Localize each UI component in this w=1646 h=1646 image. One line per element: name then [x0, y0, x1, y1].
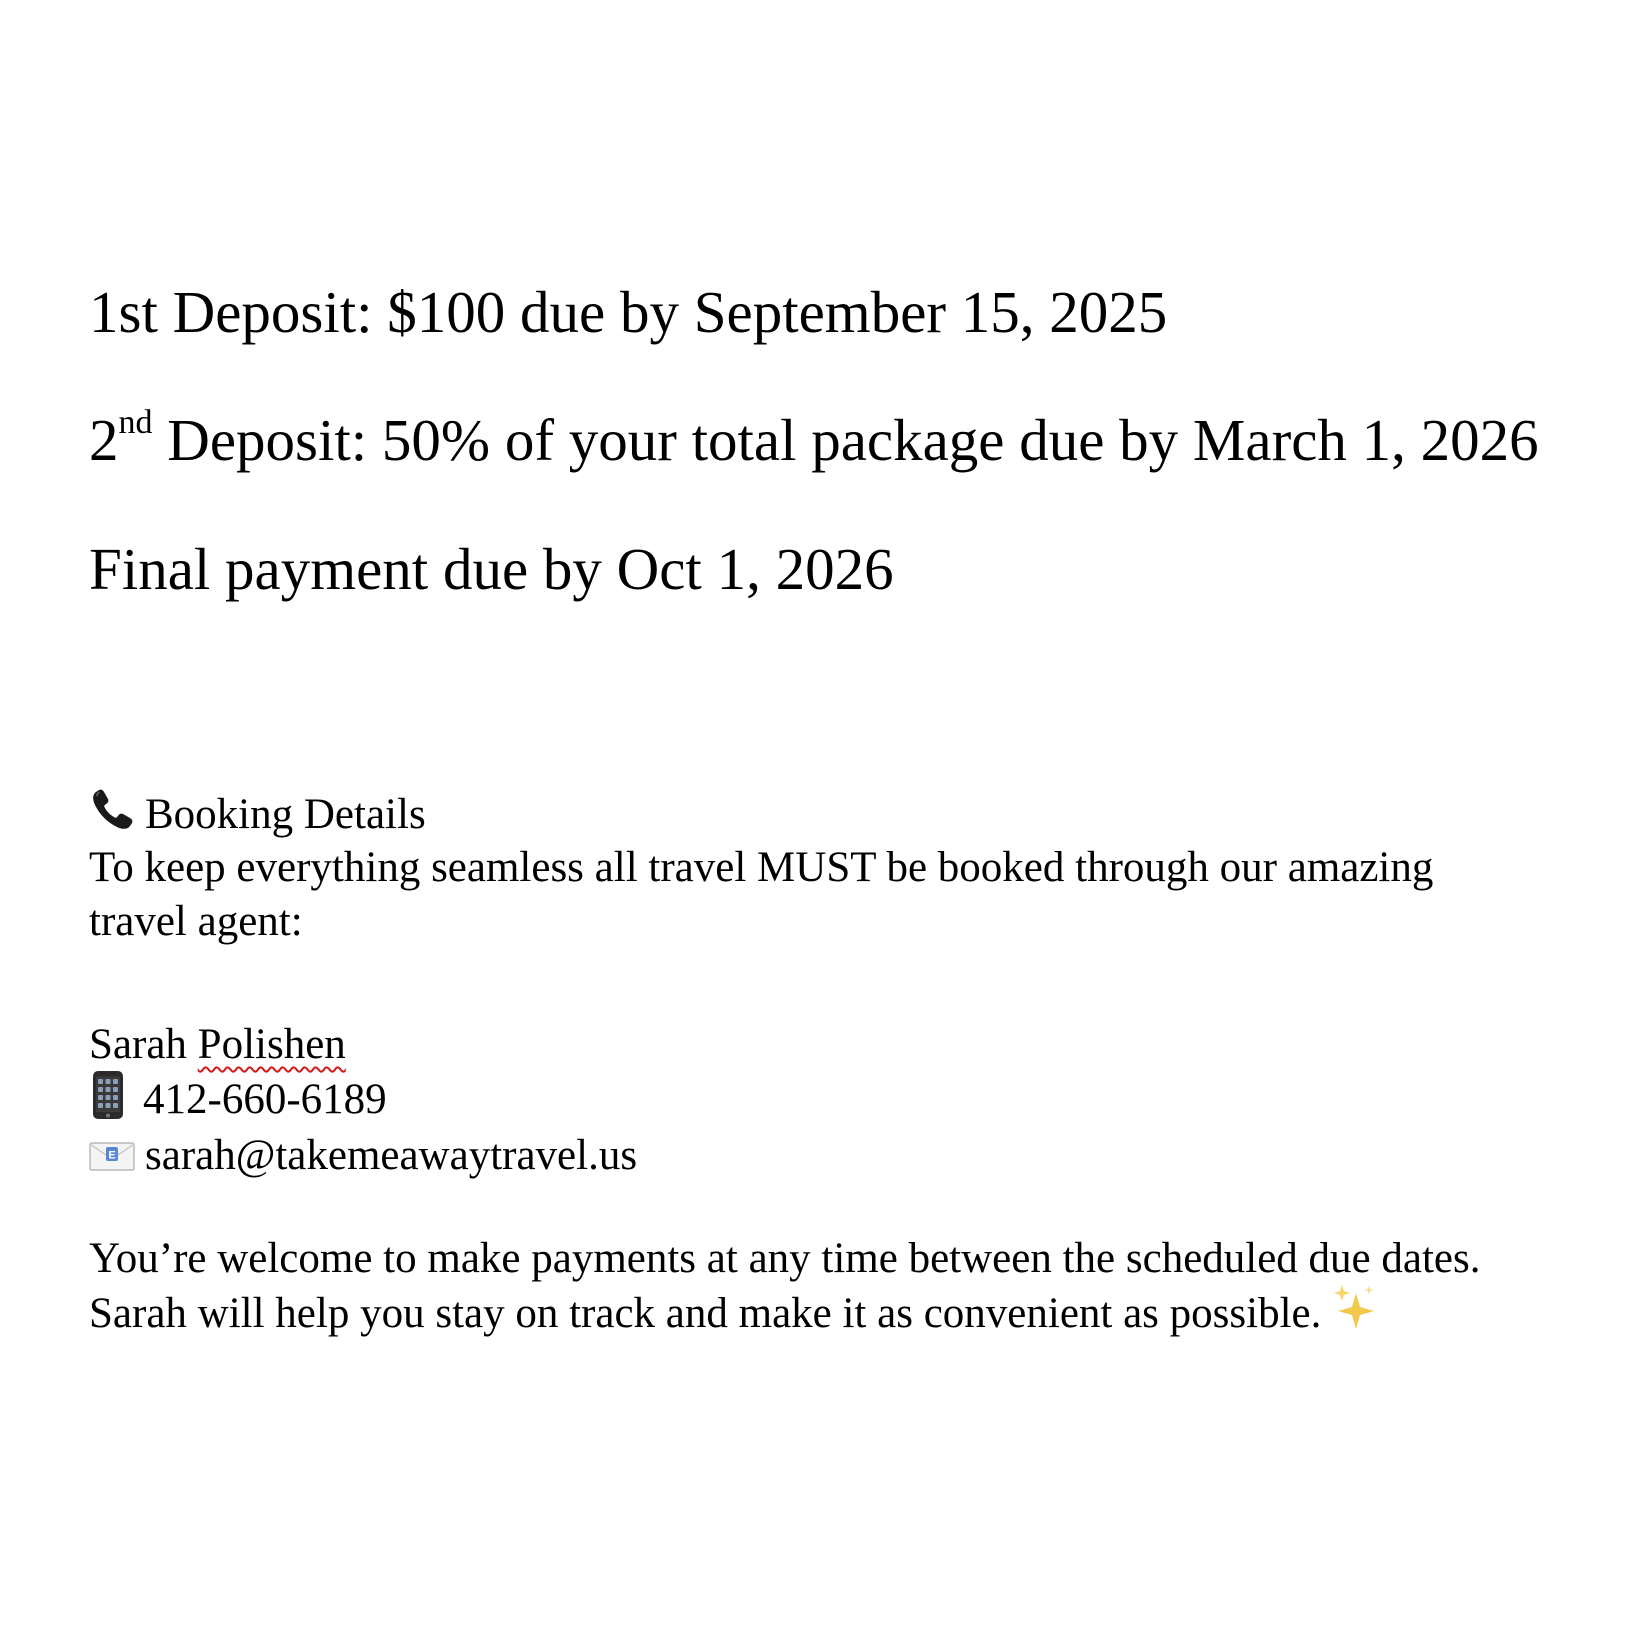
mobile-phone-icon [89, 1070, 127, 1120]
first-deposit-text: 1st Deposit: $100 due by September 15, 2025 [89, 279, 1168, 345]
agent-email-line [89, 1128, 637, 1184]
final-payment-text: Final payment due by Oct 1, 2026 [89, 536, 894, 602]
second-deposit-text: Deposit: 50% of your total package due by March 1, 2026 [152, 407, 1539, 473]
booking-heading [89, 787, 426, 843]
final-payment-line [89, 534, 894, 604]
telephone-receiver-icon [89, 787, 135, 833]
booking-intro-line-1 [89, 840, 1433, 896]
agent-email-address[interactable]: sarah@takemeawaytravel.us [145, 1132, 638, 1179]
closing-line-1 [89, 1231, 1481, 1287]
agent-first-name: Sarah [89, 1021, 187, 1068]
closing-line-2 [89, 1286, 1377, 1342]
first-deposit-line [89, 277, 1167, 347]
closing-text-2: Sarah will help you stay on track and make it as convenient as possible. [89, 1290, 1322, 1337]
booking-intro-text-1: To keep everything seamless all travel MUST be booked through our amazing [89, 844, 1434, 891]
second-deposit-ordinal-suffix: nd [118, 404, 153, 442]
booking-intro-line-2 [89, 894, 303, 950]
sparkles-icon [1331, 1283, 1377, 1331]
agent-phone-number: 412-660-6189 [143, 1076, 387, 1123]
booking-heading-text: Booking Details [145, 791, 426, 838]
second-deposit-line [89, 405, 1539, 475]
agent-last-name: Polishen [197, 1021, 346, 1068]
svg-text:E: E [108, 1149, 116, 1162]
envelope-icon [89, 1131, 135, 1163]
second-deposit-number: 2 [89, 407, 119, 473]
closing-text-1: You’re welcome to make payments at any time between the scheduled due dates. [89, 1235, 1481, 1282]
agent-phone-line [89, 1072, 387, 1128]
booking-intro-text-2: travel agent: [89, 898, 303, 945]
agent-name [89, 1017, 346, 1073]
